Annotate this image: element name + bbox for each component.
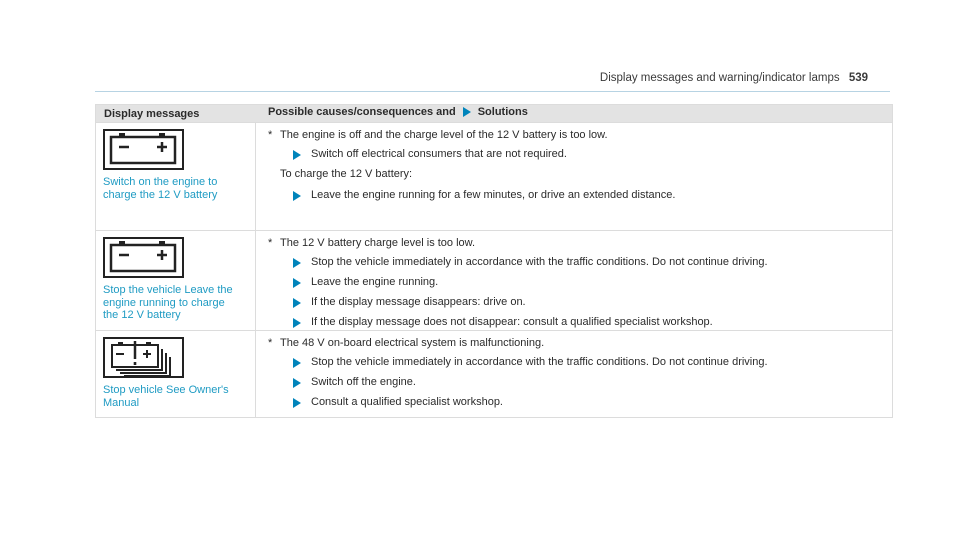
header-causes: Possible causes/consequences and <box>268 106 456 118</box>
solution-step: Switch off the engine. <box>293 376 892 389</box>
arrow-icon <box>293 150 301 160</box>
display-messages-table <box>95 104 893 418</box>
arrow-icon <box>293 318 301 328</box>
table-row <box>96 230 892 330</box>
header-solutions: Solutions <box>477 106 528 118</box>
arrow-icon <box>293 358 301 368</box>
battery-12v-icon <box>103 237 184 278</box>
message-cell <box>96 231 256 330</box>
solutions-cell <box>256 331 892 417</box>
arrow-icon <box>463 107 471 117</box>
arrow-icon <box>293 258 301 268</box>
solutions-cell <box>256 231 892 330</box>
arrow-icon <box>293 298 301 308</box>
table-header <box>96 105 892 122</box>
solution-step: Leave the engine running for a few minutes, or drive an extended distance. <box>293 189 892 202</box>
arrow-icon <box>293 398 301 408</box>
cause: * The 48 V on-board electrical system is malfunctioning. <box>268 337 545 349</box>
solution-step: If the display message does not disappear: consult a qualified specialist workshop. <box>293 316 892 329</box>
message-cell <box>96 123 256 230</box>
arrow-icon <box>293 278 301 288</box>
page-number: 539 <box>848 72 868 84</box>
battery-12v-icon <box>103 129 184 170</box>
arrow-icon <box>293 378 301 388</box>
running-head <box>600 72 868 84</box>
message-cell <box>96 331 256 417</box>
header-rule <box>95 91 890 92</box>
table-row <box>96 330 892 417</box>
running-head-title: Display messages and warning/indicator lamps <box>599 72 840 84</box>
table-row <box>96 122 892 230</box>
solution-step: Leave the engine running. <box>293 276 892 289</box>
solution-step: If the display message disappears: drive on. <box>293 296 892 309</box>
header-causes-solutions <box>256 102 892 119</box>
cause: * The engine is off and the charge level of the 12 V battery is too low. <box>268 129 608 141</box>
cause: * The 12 V battery charge level is too low. <box>268 237 476 249</box>
message-text: Switch on the engine to charge the 12 V battery <box>103 176 218 201</box>
battery-48v-manual-icon <box>103 337 184 378</box>
header-display-messages: Display messages <box>104 108 200 120</box>
message-text: Stop vehicle See Owner's Manual <box>103 384 229 409</box>
solution-step: Stop the vehicle immediately in accordance with the traffic conditions. Do not continue driving. <box>293 356 892 369</box>
solutions-cell <box>256 123 892 230</box>
solution-step: Consult a qualified specialist workshop. <box>293 396 892 409</box>
message-text: Stop the vehicle Leave the engine running to charge the 12 V battery <box>103 284 233 321</box>
arrow-icon <box>293 191 301 201</box>
note-text: To charge the 12 V battery: <box>280 168 413 180</box>
solution-step: Switch off electrical consumers that are not required. <box>293 148 892 161</box>
solution-step: Stop the vehicle immediately in accordance with the traffic conditions. Do not continue driving. <box>293 256 892 269</box>
